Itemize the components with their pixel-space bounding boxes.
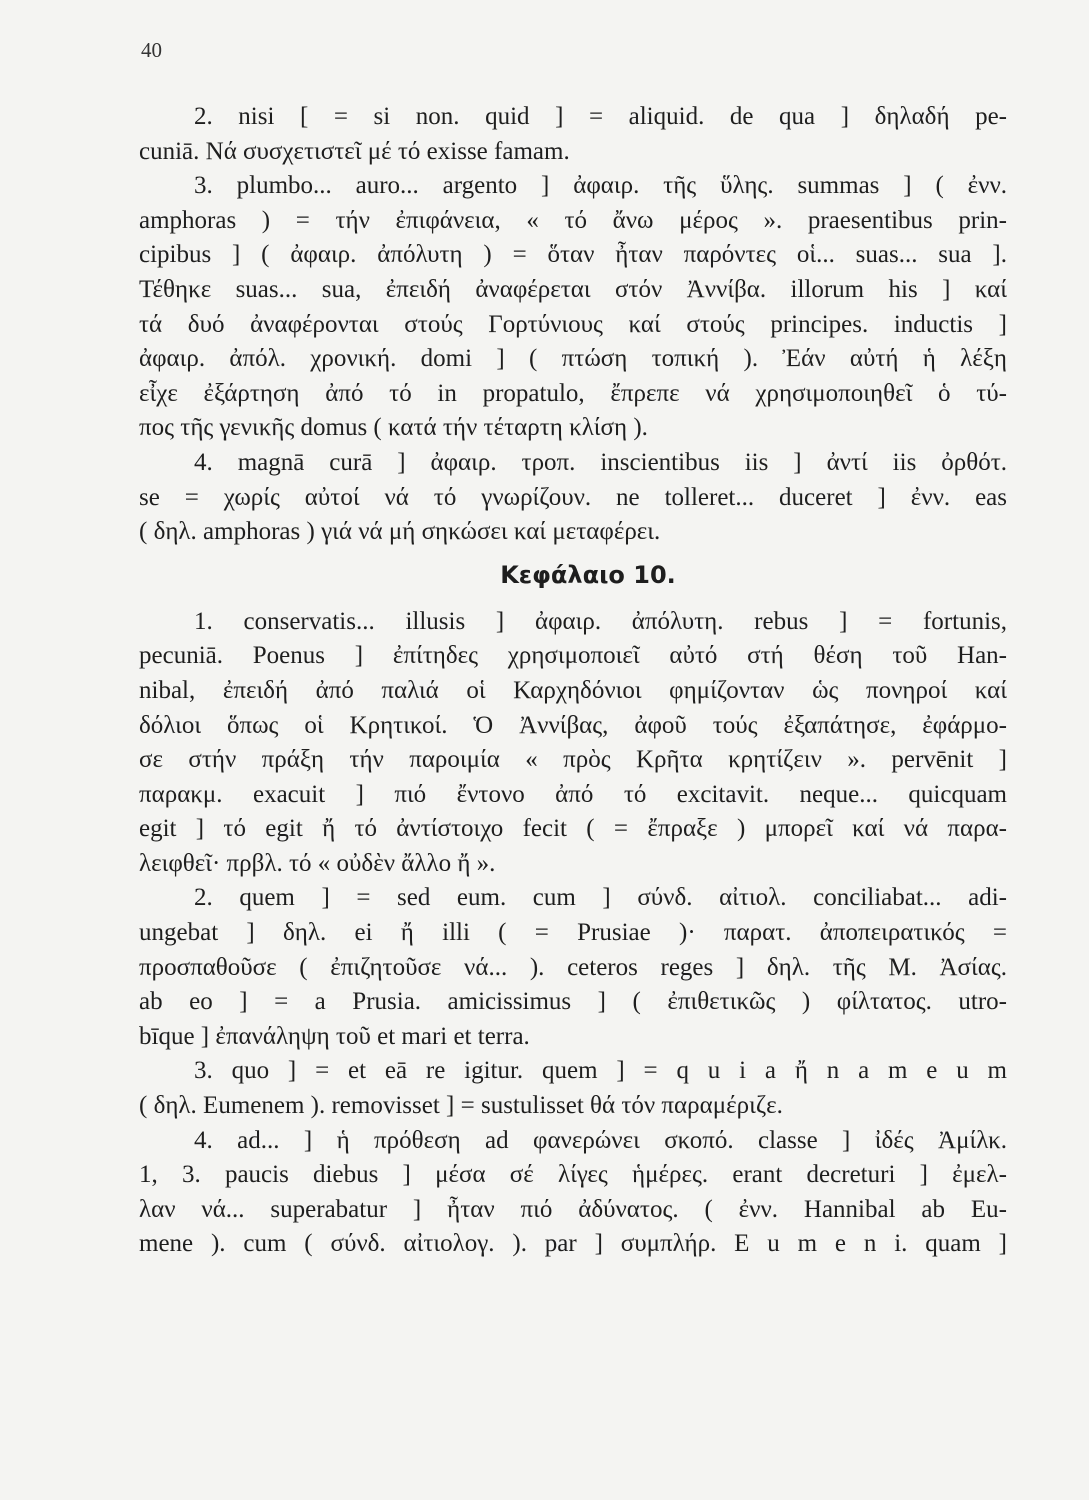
page-number: 40 bbox=[141, 38, 162, 62]
text-line: λειφθεῖ· πρβλ. τό « οὐδὲν ἄλλο ἤ ». bbox=[139, 849, 496, 877]
text-line: δόλιοι ὅπως οἱ Κρητικοί. Ὁ Ἀννίβας, ἀφοῦ τούς ἐξαπάτησε, ἐφάρμο- bbox=[139, 711, 1007, 739]
text-line: 4. magnā curā ] ἀφαιρ. τροπ. inscientibus iis ] ἀντί iis ὀρθότ. bbox=[194, 448, 1007, 476]
text-line: 4. ad... ] ἡ πρόθεση ad φανερώνει σκοπό. classe ] ἰδές Ἀμίλκ. bbox=[194, 1126, 1007, 1154]
text-line: amphoras ) = τήν ἐπιφάνεια, « τό ἄνω μέρος ». praesentibus prin- bbox=[139, 206, 1007, 234]
text-line: 1, 3. paucis diebus ] μέσα σέ λίγες ἡμέρες. erant decreturi ] ἐμελ- bbox=[139, 1161, 1007, 1189]
text-line: ab eo ] = a Prusia. amicissimus ] ( ἐπιθετικῶς ) φίλτατος. utro- bbox=[139, 988, 1007, 1016]
text-line: παρακμ. exacuit ] πιό ἔντονο ἀπό τό excitavit. neque... quicquam bbox=[139, 780, 1007, 808]
text-line: ( δηλ. amphoras ) γιά νά μή σηκώσει καί μεταφέρει. bbox=[139, 518, 661, 546]
text-line: 3. plumbo... auro... argento ] ἀφαιρ. τῆς ὕλης. summas ] ( ἐνν. bbox=[194, 172, 1007, 200]
text-line: 2. nisi [ = si non. quid ] = aliquid. de qua ] δηλαδή pe- bbox=[194, 103, 1007, 130]
text-line: τά δυό ἀναφέρονται στούς Γορτύνιους καί στούς principes. inductis ] bbox=[139, 310, 1007, 338]
text-line: εἶχε ἐξάρτηση ἀπό τό in propatulo, ἔπρεπε νά χρησιμοποιηθεῖ ὁ τύ- bbox=[139, 379, 1007, 407]
text-line: pecuniā. Poenus ] ἐπίτηδες χρησιμοποιεῖ αὐτό στή θέση τοῦ Han- bbox=[139, 642, 1007, 670]
text-line: σε στήν πράξη τήν παροιμία « πρὸς Κρῆτα κρητίζειν ». pervēnit ] bbox=[139, 746, 1007, 774]
text-line: cipibus ] ( ἀφαιρ. ἀπόλυτη ) = ὅταν ἦταν παρόντες οἱ... suas... sua ]. bbox=[139, 241, 1007, 269]
chapter-9-commentary bbox=[139, 100, 1007, 550]
text-line: mene ). cum ( σύνδ. αἰτιολογ. ). par ] συμπλήρ. E u m e n i. quam ] bbox=[139, 1230, 1007, 1258]
text-line: egit ] τό egit ἤ τό ἀντίστοιχο fecit ( = ἔπραξε ) μπορεῖ καί νά παρα- bbox=[139, 815, 1007, 843]
text-line: Τέθηκε suas... sua, ἐπειδή ἀναφέρεται στόν Ἀννίβα. illorum his ] καί bbox=[139, 275, 1007, 303]
text-line: 3. quo ] = et eā re igitur. quem ] = q u i a ἤ n a m e u m bbox=[194, 1057, 1007, 1085]
text-line: ἀφαιρ. ἀπόλ. χρονική. domi ] ( πτώση τοπική ). Ἐάν αὐτή ἡ λέξη bbox=[139, 345, 1007, 373]
text-line: bīque ] ἐπανάληψη τοῦ et mari et terra. bbox=[139, 1022, 530, 1050]
text-line: λαν νά... superabatur ] ἦταν πιό ἀδύνατος. ( ἐνν. Hannibal ab Eu- bbox=[139, 1195, 1007, 1223]
text-line: cuniā. Νά συσχετιστεῖ μέ τό exisse famam. bbox=[139, 137, 570, 165]
chapter-10-commentary bbox=[139, 605, 1007, 1262]
text-column bbox=[139, 100, 1007, 1262]
text-line: πος τῆς γενικῆς domus ( κατά τήν τέταρτη κλίση ). bbox=[139, 414, 648, 442]
chapter-heading: Κεφάλαιο 10. bbox=[500, 560, 676, 589]
text-line: προσπαθοῦσε ( ἐπιζητοῦσε νά... ). ceteros reges ] δηλ. τῆς Μ. Ἀσίας. bbox=[139, 953, 1007, 981]
text-line: se = χωρίς αὐτοί νά τό γνωρίζουν. ne tolleret... duceret ] ἐνν. eas bbox=[139, 483, 1007, 511]
text-line: ungebat ] δηλ. ei ἤ illi ( = Prusiae )· παρατ. ἀποπειρατικός = bbox=[139, 919, 1007, 947]
text-line: 1. conservatis... illusis ] ἀφαιρ. ἀπόλυτη. rebus ] = fortunis, bbox=[194, 607, 1007, 635]
text-line: 2. quem ] = sed eum. cum ] σύνδ. αἰτιολ. conciliabat... adi- bbox=[194, 884, 1007, 912]
text-line: ( δηλ. Eumenem ). removisset ] = sustulisset θά τόν παραμέριζε. bbox=[139, 1092, 783, 1120]
text-line: nibal, ἐπειδή ἀπό παλιά οἱ Καρχηδόνιοι φημίζονταν ὡς πονηροί καί bbox=[139, 676, 1007, 704]
